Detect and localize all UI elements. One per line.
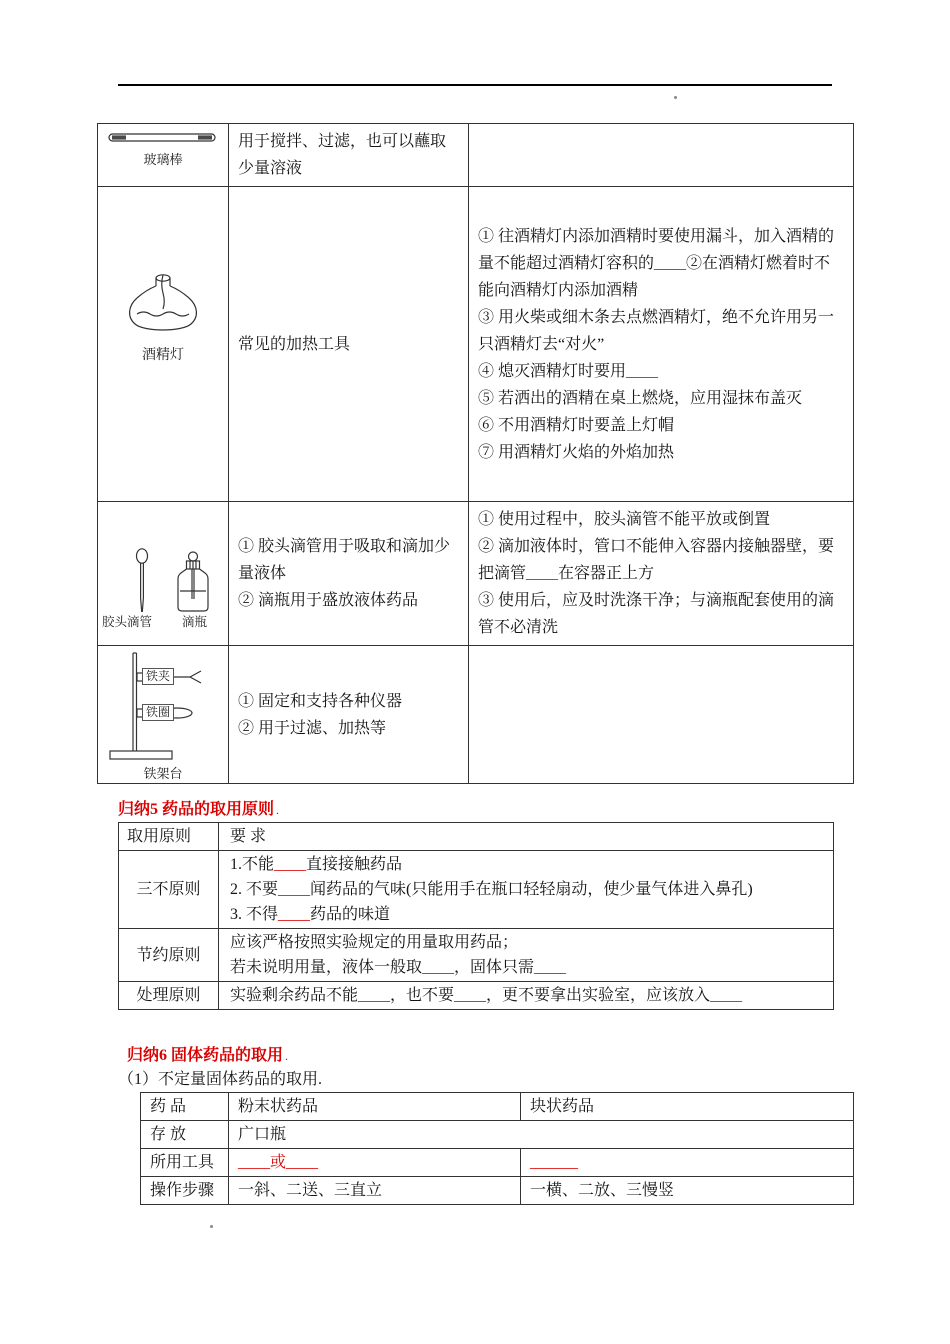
solid-storage-row [141, 1121, 854, 1149]
solid-tools-block: ______ [521, 1149, 854, 1177]
note-line: ⑥ 不用酒精灯时要盖上灯帽 [478, 416, 675, 434]
summary6-intro: （1）不定量固体药品的取用. [118, 1071, 323, 1088]
glass-rod-notes-cell [469, 124, 854, 187]
header-rule [118, 84, 832, 86]
solid-drug-table [140, 1092, 854, 1205]
solid-steps-powder: 一斜、二送、三直立 [229, 1177, 521, 1205]
solid-steps-label: 操作步骤 [141, 1177, 229, 1205]
alcohol-lamp-label: 酒精灯 [142, 348, 184, 363]
iron-ring-label: 铁圈 [142, 704, 174, 721]
principle-name: 处理原则 [119, 982, 219, 1010]
principle-requirements [219, 982, 834, 1010]
principles-row-economy [119, 929, 834, 982]
use-line: ② 用于过滤、加热等 [238, 719, 387, 737]
solid-header-row [141, 1093, 854, 1121]
use-line: ① 固定和支持各种仪器 [238, 692, 403, 710]
note-line: ③ 使用后，应及时洗涤干净；与滴瓶配套使用的滴管不必清洗 [478, 592, 835, 636]
dropper-bottle-icon [172, 551, 214, 613]
summary5-heading [118, 796, 279, 819]
requirement-line: 3. 不得____药品的味道 [230, 906, 391, 923]
note-line: ④ 熄灭酒精灯时要用____ [478, 362, 659, 380]
solid-steps-row [141, 1177, 854, 1205]
glass-rod-label: 玻璃棒 [143, 152, 183, 167]
equipment-table [97, 123, 854, 784]
glass-rod-use-text: 用于搅拌、过滤，也可以蘸取少量溶液 [238, 133, 447, 177]
table-row-alcohol-lamp [98, 187, 854, 502]
principles-header-row [119, 823, 834, 851]
principle-requirements [219, 851, 834, 929]
requirement-line: 若未说明用量，液体一般取____，固体只需____ [230, 959, 567, 976]
summary6-heading-dot: . [285, 1049, 289, 1063]
glass-rod-use-cell [229, 124, 469, 187]
dropper-label: 胶头滴管 [102, 615, 153, 629]
alcohol-lamp-notes-cell [469, 187, 854, 502]
iron-stand-use-cell [229, 646, 469, 784]
iron-stand-label: 铁架台 [143, 766, 183, 781]
principles-header-col2: 要 求 [219, 823, 834, 851]
table-row-dropper [98, 502, 854, 646]
note-line: ③ 用火柴或细木条去点燃酒精灯，绝不允许用另一只酒精灯去“对火” [478, 308, 835, 353]
solid-header-block: 块状药品 [521, 1093, 854, 1121]
principles-table [118, 822, 834, 1010]
alcohol-lamp-icon [124, 273, 202, 341]
solid-storage-label: 存 放 [141, 1121, 229, 1149]
solid-storage-value: 广口瓶 [229, 1121, 854, 1149]
principle-requirements [219, 929, 834, 982]
note-line: ① 往酒精灯内添加酒精时要使用漏斗，加入酒精的量不能超过酒精灯容积的____②在酒精灯燃着时不能向酒精灯内添加酒精 [478, 227, 835, 299]
table-row-iron-stand [98, 646, 854, 784]
stray-mark-top [674, 96, 677, 99]
dropper-cell [98, 502, 229, 646]
dropper-use-cell [229, 502, 469, 646]
summary6-heading [127, 1042, 288, 1065]
summary5-heading-text: 归纳5 药品的取用原则 [118, 801, 275, 818]
principle-name: 三不原则 [119, 851, 219, 929]
requirement-line: 2. 不要____闻药品的气味(只能用手在瓶口轻轻扇动，使少量气体进入鼻孔) [230, 881, 753, 898]
solid-header-label: 药 品 [141, 1093, 229, 1121]
principles-row-disposal [119, 982, 834, 1010]
principles-header-col1: 取用原则 [119, 823, 219, 851]
dropper-notes-cell [469, 502, 854, 646]
solid-steps-block: 一横、二放、三慢竖 [521, 1177, 854, 1205]
requirement-line: 应该严格按照实验规定的用量取用药品； [230, 934, 519, 951]
dropper-bottle-label: 滴瓶 [182, 615, 208, 629]
alcohol-lamp-use-cell [229, 187, 469, 502]
iron-clamp-label: 铁夹 [142, 668, 174, 685]
solid-tools-row [141, 1149, 854, 1177]
summary6-heading-text: 归纳6 固体药品的取用 [127, 1047, 284, 1064]
alcohol-lamp-use-text: 常见的加热工具 [238, 335, 351, 353]
glass-rod-cell [98, 124, 229, 187]
note-line: ② 滴加液体时，管口不能伸入容器内接触器壁，要把滴管____在容器正上方 [478, 538, 835, 582]
note-line: ⑤ 若洒出的酒精在桌上燃烧，应用湿抹布盖灭 [478, 389, 803, 407]
principles-row-three-nots [119, 851, 834, 929]
requirement-line: 实验剩余药品不能____，也不要____，更不要拿出实验室，应该放入____ [230, 987, 743, 1004]
note-line: ① 使用过程中，胶头滴管不能平放或倒置 [478, 511, 771, 528]
summary5-heading-dot: . [276, 803, 280, 817]
alcohol-lamp-cell [98, 187, 229, 502]
stray-mark-bottom [210, 1225, 213, 1228]
requirement-line: 1.不能____直接接触药品 [230, 856, 403, 873]
principle-name: 节约原则 [119, 929, 219, 982]
table-row-glass-rod [98, 124, 854, 187]
use-line: ① 胶头滴管用于吸取和滴加少量液体 [238, 538, 451, 582]
note-line: ⑦ 用酒精灯火焰的外焰加热 [478, 443, 675, 461]
iron-stand-cell [98, 646, 229, 784]
glass-rod-icon [108, 131, 216, 144]
use-line: ② 滴瓶用于盛放液体药品 [238, 592, 419, 609]
solid-tools-powder: ____或____ [229, 1149, 521, 1177]
dropper-icon [130, 548, 154, 614]
iron-stand-notes-cell [469, 646, 854, 784]
solid-header-powder: 粉末状药品 [229, 1093, 521, 1121]
solid-tools-label: 所用工具 [141, 1149, 229, 1177]
